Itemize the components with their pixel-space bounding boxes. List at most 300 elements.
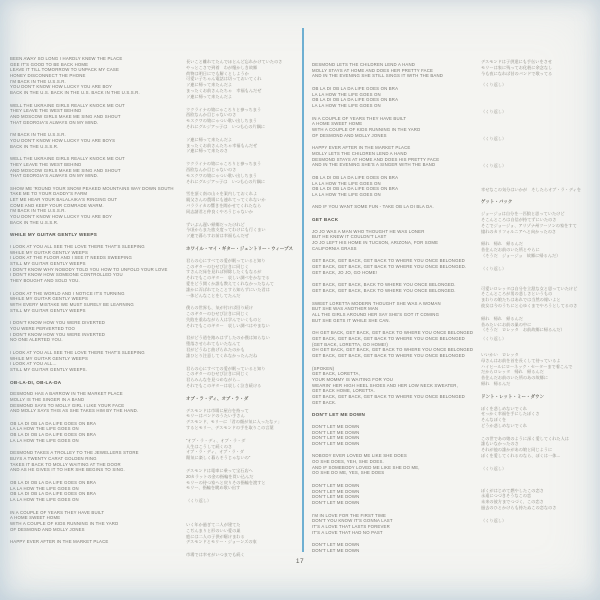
lyric-line: LA LA HOW THE LIFE GOES ON [10,497,79,503]
lyric-line: IT'S A LOVE THAT LASTS FOREVER [312,524,390,530]
lyric-line: このギターのむせび泣きに同じく [186,263,249,269]
lyric-line: JO JO WAS A MAN WHO THOUGHT HE WAS LONER [312,228,425,234]
lyric-line: AND IF SOMEBODY LOVED ME LIKE SHE DO ME, [312,464,420,470]
lyric-line: WELL THE UKRAINE GIRLS REALLY KNOCK ME OUT [10,102,125,108]
lyric-line: I DON'T KNOW HOW SOMEONE CONTROLLED YOU [10,272,123,278]
lyric-line: それにグルジアっ子は いつも心の片隅に [186,178,266,184]
lyric-stanza [312,513,478,536]
lyric-line: ソ連に帰って来たんだよ [186,93,233,99]
lyric-line: COME AND KEEP YOUR COMRADE WARM. [10,202,104,208]
lyric-line: 誰もいなかったのさ [481,441,519,447]
lyric-line: NOBODY EVER LOVED ME LIKE SHE DOES [312,453,407,459]
lyric-line: せっかく幸福を手にしたぼくさ [481,411,540,417]
lyric-line: I DON'T KNOW HOW YOU WERE INVERTED [10,331,106,337]
lyric-line: AND MOLLY SAYS THIS AS SHE TAKES HIM BY THE HAND. [10,408,139,414]
lyric-line: 僕らの世界も、気が付けば回り続け [186,305,254,311]
lyric-line: 昔住んだお前のいた所とやらに [481,247,540,253]
lyric-line: AND IN THE EVENING SHE STILL SINGS IT WITH THE BAND [312,73,444,79]
lyric-line: OB LA DI OB LA DA LIFE GOES ON BRA [10,432,97,438]
repeat-marker: （くり返し） [481,82,507,88]
lyric-line: バラライカの響きを聞かせてくれたなら [186,202,262,208]
lyric-line: STILL MY GUITAR GENTLY WEEPS [10,261,86,267]
lyric-line: するとモリー、デスモンドの手を取りこの言葉 [186,425,274,431]
lyric-stanza [312,86,478,109]
song-title: WHILE MY GUITAR GENTLY WEEPS [10,232,98,238]
lyric-stanza [10,244,184,284]
lyric-line: 可愛い子ちゃん電話は切っておいてくれ [186,76,262,82]
lyric-stanza [10,291,184,314]
lyric-line: LA LA HOW THE LIFE GOES ON [312,91,381,97]
lyric-line: BUT SHE WAS ANOTHER MAN [312,306,379,312]
lyric-line: 昔みたいにお前の巣の中に [481,321,532,327]
lyric-line: 陽気に楽しく暮らそうじゃないの” [186,455,251,461]
lyric-line: TAKE ME TO YOUR DADDY'S FARM [10,191,88,197]
repeat-marker: （くり返し） [186,498,212,504]
lyric-line: LA LA HOW THE LIFE GOES ON [312,191,381,197]
lyric-line: OB LA DI OB LA DA LIFE GOES ON BRA [312,97,399,103]
lyric-line: このギターのむせび泣きに同じく [186,371,249,377]
lyric-line: 君らの心にすべての愛が眠っていると知り [186,257,266,263]
lyric-line: I'M IN LOVE FOR THE FIRST TIME [312,512,387,518]
lyric-line: モリー、指輪を眺め歌い出す [186,485,241,491]
lyric-line: GET BACK, GET BACK, GET BACK TO WHERE YOU ONCE BELONGED [312,393,465,399]
lyric-line: OB LA DI OB LA DA LIFE GOES ON BRA [10,420,97,426]
lyric-line: 可愛いロレッタは自分を立派な女と思っていたけど [481,285,578,291]
song-title: GET BACK [312,217,339,223]
lyric-stanza [481,59,596,76]
lyric-stanza [312,301,478,324]
lyric-line: デスモンドは市場に屋台を持って [186,407,249,413]
lyric-line: モリーは家に残ってお化粧に余念なし [481,64,553,70]
lyric-line: ずいぶん遅い帰郷だったけれど [186,221,245,227]
lyric-line: （そうだ ジョージョ 故郷に帰るんだ） [481,252,561,258]
lyric-stanza [481,316,596,333]
lyric-line: まわりの娘たちはあれでは当然の報いよと [481,297,561,303]
lyric-line: GET BACK, GET BACK, GET BACK TO WHERE YOU ONCE BELONGED [312,335,465,341]
lyric-stanza [312,258,478,275]
lyric-line: A HOME SWEET HOME [10,515,61,521]
lyric-line: 帰れ 帰れ 帰るんだ [481,315,523,321]
lyric-line: この世であの娘のように深く愛してくれた人は [481,435,569,441]
lyric-line: ソ連に帰って来たのさ [186,148,228,154]
lyric-line: DON'T YOU KNOW IT'S GONNA LAST [312,518,393,524]
lyric-stanza [481,406,596,429]
lyric-line: MOLLY LETS THE CHILDREN LEND A HAND [312,150,407,156]
repeat-marker: （くり返し） [481,135,507,141]
lyric-line: YOU DON'T KNOW HOW LUCKY YOU ARE BOY [10,84,113,90]
lyric-line: OB LA DI OB LA DA LIFE GOES ON BRA [312,85,399,91]
lyric-stanza [186,222,298,239]
lyric-line: ジョージョは自分を一匹狼と思っていたけど [481,211,565,217]
lyric-line: 永遠につづきそうなこの恋 [481,493,532,499]
lyric-line: TAKES IT BACK TO MOLLY WAITING AT THE DOOR [10,461,121,467]
repeat-marker: （くり返し） [481,109,507,115]
song-title: ゲット・バック [481,199,513,205]
lyric-line: HAPPY EVER AFTER IN THE MARKET PLACE [312,145,411,151]
lyric-line: すさんだ床を見れば掃除したくもなるが [186,269,262,275]
lyric-line: 一体どんなことをしてたんだ [186,292,241,298]
lyric-line: DON'T LET ME DOWN [312,435,360,441]
lyric-line: WHILE MY GUITAR GENTLY WEEPS [10,355,89,361]
lyric-line: BUYS A TWENTY CARAT GOLDEN RING [10,456,97,462]
lyric-line: THAT GEORGIA'S ALWAYS ON MY MIND. [10,119,99,125]
lyric-line: ハイヒールにローネック・セーターまで着こんで [481,363,573,369]
lyric-line: THEY LEAVE THE WEST BEHIND [10,161,82,167]
lyric-line: WHILE MY GUITAR GENTLY WEEPS [10,296,89,302]
lyric-line: いく年か過ぎて二人が建てた [186,522,241,528]
lyric-line: 失敗を重ねながら人は学んでいくものと [186,316,262,322]
lyric-line: OB LA DI OB LA DA LIFE GOES ON BRA [10,491,97,497]
right-english-column [312,62,478,561]
lyric-line: SWEET LORETTA MODERN THOUGHT SHE WAS A WOMAN [312,300,441,306]
lyric-line: （そうだ ロレッタ お前故郷に帰るんだ） [481,327,565,333]
lyric-stanza [312,62,478,79]
lyric-stanza [10,156,184,179]
lyric-line: BUT HE KNEW IT COULDN'T LAST [312,234,387,240]
lyric-line: 帰れ 帰るんだ [481,380,511,386]
lyric-line: OF DESMOND AND MOLLY JONES [10,526,85,532]
lyric-line: I DON'T KNOW WHY NOBODY TOLD YOU HOW TO UNFOLD YOUR LOVE [10,266,168,272]
lyric-line: 西欧なんか目じゃないのさ [186,166,237,172]
column-divider [302,28,304,552]
lyric-line: DESMOND STAYS AT HOME AND DOES HIS PRETTY FACE [312,156,440,162]
lyric-stanza [10,103,184,126]
lyric-line: GET BACK, JO JO, GO HOME! [312,269,378,275]
lyric-line: OH GET BACK, GET BACK, GET BACK TO WHERE YOU ONCE BELONGED [312,330,474,336]
song-title: DON'T LET ME DOWN [312,412,366,418]
lyric-line: LET ME HEAR YOUR BALALAIKA'S RINGING OUT [10,197,118,203]
lyric-stanza [481,286,596,309]
lyric-line: 親父さんの農場にも連れてってくれないか [186,197,266,203]
lyric-line: GET BACK, GET BACK, GET BACK TO WHERE YOU ONCE BELONGED. [312,264,467,270]
lyric-line: DON'T LET ME DOWN [312,548,360,553]
lyric-line: 長いこと離れてたんでほとんど忘れかけていたのさ [186,59,283,64]
lyric-line: GET BACK, GET BACK, BACK TO WHERE YOU ONCE BELONGED. [312,282,456,288]
lyric-stanza [10,186,184,226]
lyric-line: DON'T LET ME DOWN [312,423,360,429]
lyric-stanza [312,453,478,476]
lyric-line: それでもこのギターは哀しく泣き続ける [186,383,262,389]
lyric-line: HAPPY EVER AFTER IN THE MARKET PLACE [10,539,109,545]
lyric-line: BACK IN THE U.S.S.R. [10,143,59,149]
lyric-line: LA LA HOW THE LIFE GOES ON [312,102,381,108]
lyric-stanza [10,539,184,545]
lyric-line: OH GET BACK, GET BACK, GET BACK TO WHERE YOU ONCE BELONGED [312,347,474,353]
lyric-line: 愛をどう開くか誰も教えてくれなかったなんて [186,280,274,286]
lyric-line: だからロレッタ 帰れ 帰るんだ [481,369,544,375]
lyric-line: 西欧なんか目じゃないのさ [186,112,237,118]
lyric-line: まったくお前さんたちゃ幸福もんだぜ [186,142,258,148]
lyric-line: デスモンド、モリーに「君の顔が気に入ったなァ」 [186,419,282,425]
lyric-line: 雪を頂く南の山々を案内しておくれよ [186,191,258,197]
lyric-line: モスクワの娘にゃつい歌い出しちまう [186,172,258,178]
lyric-line: 母さんはお前を首を長くして待っているよ [481,357,561,363]
lyric-line: 荷物は明日にでも解くとしようか [186,70,249,76]
lyric-stanza [481,241,596,258]
lyric-line: DESMOND SAYS TO MOLLY GIRL I LIKE YOUR FACE [10,402,125,408]
lyric-line: I LOOK AT THE WORLD AND I NOTICE IT'S TURNING [10,290,125,296]
lyric-line: 今も夜になれば昔のバンドで歌ってる [481,70,553,76]
lyric-stanza [481,352,596,387]
repeat-marker: （くり返し） [481,517,507,523]
lyric-line: 庭には二人の子供が駆けまわる [186,533,245,539]
lyric-line: 憧れのカリフォルニアへと向かったのさ [481,228,557,234]
lyric-line: オブ・ラ・ディ、オブ・ラ・ダ [186,449,245,455]
lyric-line: 君らみんなを見つめながら… [186,377,241,383]
lyric-line: 人生はこうして続くのさ [186,443,233,449]
lyric-stanza [312,542,478,553]
lyric-stanza [312,424,478,447]
lyric-line: AND IN THE EVENING SHE'S A SINGER WITH THE BAND [312,162,436,168]
lyric-stanza [186,258,298,299]
lyric-line: デスモンドとモリー・ジョーンズの家 [186,539,257,545]
lyric-line: ソ連に帰って来たんだよ [186,82,233,88]
lyric-stanza [186,305,298,328]
lyric-stanza [312,175,478,198]
lyric-line: GET BACK, GET BACK, BACK TO WHERE YOU ONCE BELONGED. [312,288,456,294]
lyric-line: OO SHE DO ME, YES, SHE DOES [312,470,385,476]
lyric-line: THAT GEORGIA'S ALWAYS ON MY MIND. [10,173,99,179]
lyric-line: やっとこさで到着 わが懐かしき故郷 [186,64,258,70]
lyric-line: GET BACK HOME, LORETTA. [312,388,375,394]
lyric-line: DON'T LET ME DOWN [312,429,360,435]
lyric-line: YOU WERE PERVERTED TOO [10,325,76,331]
lyric-line: どうか悲しめないでくれ [481,422,528,428]
lyric-line: それにグルジアっ子は いつも心の片隅に [186,123,266,129]
lyric-stanza [10,56,184,96]
lyric-line: LA LA HOW THE LIFE GOES ON [10,485,79,491]
lyric-line: WHILE MY GUITAR GENTLY WEEPS [10,249,89,255]
lyric-line: それが他の誰かがあの娘と同じように [481,447,553,453]
lyric-line: ウクライナの娘にゃころりと参っちまう [186,161,262,167]
lyric-line: WITH A COUPLE OF KIDS RUNNING IN THE YARD [10,521,119,526]
repeat-marker: （くり返し） [481,336,507,342]
lyric-stanza [186,107,298,130]
lyric-line: ALL THE GIRLS AROUND HER SAY SHE'S GOT IT COMING [312,312,440,317]
lyric-line: AND IF YOU WANT SOME FUN - TAKE OB LA DI BLA DA. [312,204,434,210]
lyric-line: “オブ・ラ・ディ、オブ・ラ・ダ [186,437,246,443]
lyric-stanza [312,282,478,293]
lyric-line: 彼女は今のうちにと心ゆくまでやろうとしてるのさ [481,302,578,308]
repeat-marker: （くり返し） [481,465,507,471]
lyric-line: I LOOK AT YOU ALL... [10,361,57,367]
lyric-stanza [481,187,596,193]
lyric-line: BACK IN THE U.S. BACK IN THE U.S. BACK IN THE U.S.S.R. [10,89,140,95]
song-title: ドント・レット・ミー・ダウン [481,393,544,399]
lyric-line: BEEN AWAY SO LONG I HARDLY KNEW THE PLACE [10,56,123,61]
lyric-line: OO SHE DOES, YEH, SHE DOES. [312,459,384,465]
lyric-line: I LOOK AT THE FLOOR AND I SEE IT NEEDS SWEEPING [10,255,133,261]
lyric-line: BUT SHE GETS IT WHILE SHE CAN. [312,317,391,323]
lyric-line: いいかい ロレッタ [481,351,519,357]
lyric-line: STILL MY GUITAR GENTLY WEEPS. [10,366,88,372]
lyric-line: IN A COUPLE OF YEARS THEY HAVE BUILT [10,509,105,515]
right-japanese-column [481,59,596,531]
lyric-line: NO ONE ALERTED YOU. [10,337,63,343]
lyric-line: 帰れ 帰れ 帰るんだ [481,241,523,247]
lyric-line: YOU DON'T KNOW HOW LUCKY YOU ARE BOYS [10,137,116,143]
lyric-line: 今頃からまた旅支度ってわけにも行くまい [186,227,266,233]
lyric-line: YOUR MOMMY IS WAITING FOR YOU [312,376,394,382]
lyric-stanza [186,335,298,358]
lyric-line: MOLLY STAYS AT HOME AND DOES HER PRETTY FACE [312,67,434,73]
lyric-line: 20カラットの金の指輪を買い込んだ [186,473,254,479]
lyric-line: WELL THE UKRAINE GIRLS REALLY KNOCK ME OUT [10,156,125,162]
lyric-line: IN A COUPLE OF YEARS THEY HAVE BUILT [312,115,407,121]
page-number: 17 [295,558,305,565]
lyric-line: LA LA HOW THE LIFE GOES ON [312,180,381,186]
lyric-line: I LOOK AT YOU ALL SEE THE LOVE THERE THAT'S SLEEPING [10,244,145,250]
lyric-line: DESMOND TAKES A TROLLEY TO THE JEWELLERS STORE [10,450,139,456]
repeat-marker: （くり返し） [481,265,507,271]
lyric-line: STILL MY GUITAR GENTLY WEEPS [10,307,86,313]
lyric-line: DON'T LET ME DOWN [312,440,360,446]
lyric-stanza [10,510,184,533]
lyric-line: LA LA HOW THE LIFE GOES ON [10,426,79,432]
lyric-line: 昔住んだお前のいた所のあの故郷に [481,375,549,381]
lyric-line: モリーはバンドのうたい手さん [186,413,245,419]
lyric-line: A HOME SWEET HOME [312,121,363,127]
lyric-line: OB LA DI OB LA DA LIFE GOES ON BRA [312,186,399,192]
lyric-stanza [10,391,184,414]
lyric-stanza [186,408,298,431]
lyric-line: BACK IN THE U.S.S.R. [10,219,59,225]
lyric-line: まったくお前さんたちゃ 幸福もんだぜ [186,87,262,93]
lyric-line: WEARIN' HER HIGH HEEL SHOES AND HER LOW NECK SWEATER, [312,382,458,388]
lyric-line: そんなぼくを [481,417,507,423]
lyric-stanza [186,522,298,545]
lyric-line: (SPOKEN) [312,365,335,371]
lyric-line: OB LA DI OB LA DA LIFE GOES ON BRA [10,480,97,486]
lyric-stanza [10,480,184,503]
lyric-line: DON'T LET ME DOWN [312,500,360,506]
lyric-stanza [186,438,298,461]
lyric-stanza [186,59,298,100]
lyric-line: THEY LEAVE THE WEST BEHIND [10,108,82,114]
lyric-stanza [312,229,478,252]
lyric-line: IT'S A LOVE THAT HAD NO PAST [312,529,383,535]
lyric-line: ウクライナの娘にゃころりと参っちまう [186,106,262,112]
song-title: OB-LA-DI, OB-LA-DA [10,379,62,385]
lyric-line: ぼくを愛してくれるのなら、ぼくは一体… [481,453,561,459]
lyric-stanza [312,483,478,506]
lyric-stanza [10,421,184,444]
lyric-stanza [186,366,298,389]
lyric-line: 君らの心にすべての愛が眠っていると知り [186,365,266,371]
lyric-line: このギターのむせび泣きに同じく [186,311,249,317]
lyric-line: WITH EVERY MISTAKE WE MUST SURELY BE LEARNING [10,301,134,307]
lyric-line: ぼくを悲しめないでくれ [481,405,528,411]
lyric-line: 未来の彼方までつづく、この恋さ [481,499,544,505]
lyric-line: CALIFORNIA GRASS [312,245,357,251]
lyric-stanza [186,191,298,214]
lyric-stanza [481,488,596,511]
lyric-stanza [312,330,478,358]
lyric-line: DON'T LET ME DOWN [312,494,360,500]
lyric-line: それでもこのギター 哀しい調べをかなでる [186,275,270,281]
lyric-line: こぢんまりと形のいい愛の巣 [186,527,241,533]
lyric-line: AND MOSCOW GIRLS MAKE ME SING AND SHOUT [10,113,121,119]
song-title: オブ・ラ・ディ、オブ・ラ・ダ [186,395,249,401]
lyric-line: 過去のひとかけらも持たぬこの恋なのさ [481,505,557,511]
lyric-line: 市場では幸せがいつまでも続く [186,552,245,558]
lyric-line: OB LA DI OB LA DA LIFE GOES ON BRA [312,174,399,180]
lyric-line: ぼくがはじめて燃やしたこの恋さ [481,487,544,493]
lyric-line: AND AS HE GIVES IT TO HER SHE BEGINS TO SING. [10,467,125,473]
lyric-stanza [481,436,596,459]
lyric-line: 君がどう道を踏みはずしたのか僕は知らない [186,335,270,341]
lyric-stanza [186,468,298,491]
lyric-line: GET BACK, GET BACK, GET BACK TO WHERE YOU ONCE BELONGED [312,258,465,264]
lyric-stanza [312,204,478,210]
lyric-line: I LOOK AT YOU ALL SEE THE LOVE THERE THAT'S SLEEPING [10,349,145,355]
lyric-line: DON'T LET ME DOWN [312,488,360,494]
lyric-line: デスモンドは電車に乗って宝石店へ [186,468,253,474]
lyric-line: YOU DON'T KNOW HOW LUCKY YOU ARE BOY [10,214,113,220]
lyric-stanza [10,132,184,149]
lyric-line: 同志諸君と仲良くやろうじゃないか [186,208,254,214]
lyric-line: I'M BACK IN THE U.S.S.R. [10,132,66,138]
left-english-column [10,56,184,552]
lyric-line: GEE IT'S GOOD TO BE BACK HOME [10,61,89,67]
lyric-stanza [10,350,184,373]
lyric-line: それでもこのギター 哀しい調べはやまない [186,322,270,328]
lyric-line: I DON'T KNOW HOW YOU WERE DIVERTED [10,320,106,326]
lyric-line: OF DESMOND AND MOLLY JONES [312,132,387,138]
lyric-stanza [10,450,184,473]
lyric-line: DESMOND LETS THE CHILDREN LEND A HAND [312,62,416,67]
lyric-line: デスモンドは子供達にも手伝いをさせ [481,59,553,64]
lyric-line: 誰ひとり注意してくれなかったんだね [186,352,258,358]
lyric-stanza [312,366,478,406]
lyric-line: 君がどうねじ曲げられたのかも [186,347,245,353]
lyric-line: DON'T LET ME DOWN [312,542,360,548]
lyric-line: 堕落させられてもいたなんて [186,341,241,347]
lyric-stanza [10,320,184,343]
lyric-line: GET BACK. [312,399,337,405]
lyric-line: GET BACK, GET BACK, GET BACK TO WHERE YOU ONCE BELONGED [312,352,465,358]
lyric-line: DESMOND HAS A BARROW IN THE MARKET PLACE [10,391,123,397]
lyric-stanza [481,211,596,234]
lyric-line: そこんところが男の悲しさというもの [481,291,553,297]
repeat-marker: （くり返し） [481,162,507,168]
lyric-line: GET BACK, LORETTA, [312,371,360,377]
lyric-line: I'M BACK IN THE U.S.S.R. [10,78,66,84]
lyric-line: モスクワの娘にゃつい歌い出しちまう [186,118,258,124]
lyric-line: DON'T LET ME DOWN [312,483,360,489]
lyric-line: そこでジョージョ、アリゾナ州ツーソンの家をすて [481,222,577,228]
song-title: ホワイル・マイ・ギター・ジェントリー・ウィープス [186,245,293,251]
left-japanese-column [186,59,298,565]
lyric-line: そこんところは自信が持てずにいたのさ [481,216,557,222]
lyric-stanza [186,161,298,184]
lyric-line: 誰かに弄ばれてたことすら知らずにいた君は [186,286,270,292]
lyric-line: ソ連に帰って来たんだよ [186,136,233,142]
lyric-stanza [312,116,478,139]
lyric-line: ソ連で暮らすお前は幸福もんだぜ [186,233,249,239]
lyric-line: AND MOSCOW GIRLS MAKE ME SING AND SHOUT [10,167,121,173]
lyric-line: JO JO LEFT HIS HOME IN TUCSON, ARIZONA, FOR SOME [312,240,439,246]
lyric-line: HONEY DISCONNECT THE PHONE [10,72,86,78]
lyric-stanza [312,145,478,168]
lyric-line: 幸せなこの気分はいかが そしたらオブ・ラ・ディを [481,186,582,192]
lyric-line: SHOW ME 'ROUND YOUR SNOW PEAKED MOUNTAINS WAY DOWN SOUTH [10,185,174,191]
lyric-line: LEAVE IT TILL TOMORROW TO UNPACK MY CASE [10,67,119,73]
lyric-line: (GET BACK, LORETTA, GO HOME!) [312,341,388,347]
lyric-stanza [186,137,298,154]
lyric-line: LA LA HOW THE LIFE GOES ON [10,437,79,443]
lyric-line: THEY BOUGHT AND SOLD YOU. [10,278,80,283]
